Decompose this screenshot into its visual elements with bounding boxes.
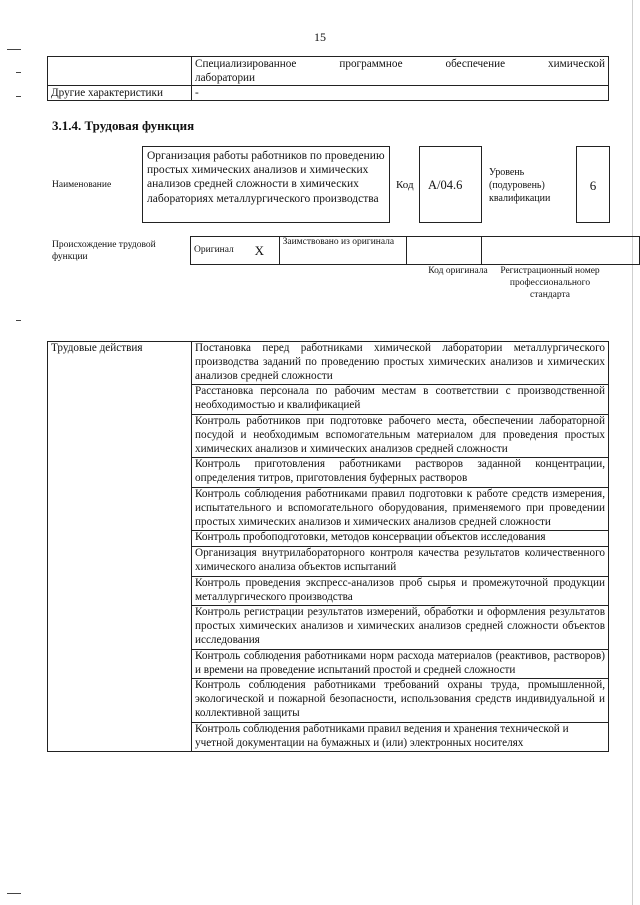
code-caption: Код оригинала: [428, 266, 488, 276]
software-line-1: Специализированное программное обеспечение химической: [195, 58, 605, 70]
function-code-box: А/04.6: [419, 146, 482, 223]
action-item: Контроль работников при подготовке рабочего места, обеспечении лабораторной посудой и необходимым вспомогательным материалом для проведения простых химических анализов и химических анализов средней сложности: [192, 414, 609, 457]
action-item: Контроль соблюдения работниками требований охраны труда, промышленной, экологической и пожарной безопасности, использования средств индивидуальной и коллективной защиты: [192, 679, 609, 722]
action-item: Постановка перед работниками химической лаборатории металлургического производства заданий по проведению простых химических анализов и химических анализов средней сложности: [192, 342, 609, 385]
code-label: Код: [396, 179, 414, 191]
action-item: Контроль соблюдения работниками норм расхода материалов (реактивов, растворов) и времени на проведение испытаний простой и средней сложности: [192, 649, 609, 679]
name-label: Наименование: [52, 180, 112, 190]
characteristics-table: [47, 56, 609, 101]
page-number: 15: [314, 30, 326, 44]
action-item: Расстановка персонала по рабочим местам в соответствии с производственной необходимостью и квалификацией: [192, 385, 609, 415]
original-code-cell: [406, 237, 481, 265]
reg-caption: Регистрационный номер профессионального стандарта: [500, 266, 600, 300]
margin-mark: [7, 49, 21, 50]
margin-mark: [16, 320, 21, 321]
table-cell-value: [192, 57, 609, 86]
action-item: Организация внутрилабораторного контроля качества результатов количественного химического анализа объектов испытаний: [192, 547, 609, 577]
action-item: Контроль пробоподготовки, методов консервации объектов исследования: [192, 531, 609, 547]
action-item: Контроль проведения экспресс-анализов проб сырья и промежуточной продукции металлургического производства: [192, 576, 609, 606]
borrowed-label: Заимствовано из оригинала: [279, 237, 406, 265]
other-characteristics-value: -: [192, 86, 609, 101]
scan-edge: [632, 0, 633, 905]
table-row: [48, 342, 609, 385]
table-row: [191, 237, 640, 265]
action-item: Контроль соблюдения работниками правил подготовки к работе средств измерения, испытательного и вспомогательного оборудования, применяемого при проведении простых химических анализов и химических анализов средней сложности: [192, 487, 609, 530]
reg-number-cell: [481, 237, 639, 265]
margin-mark: [16, 72, 21, 73]
labour-actions-table: [47, 341, 609, 752]
original-label: Оригинал: [191, 237, 252, 265]
table-cell-label: [48, 57, 192, 86]
level-box: 6: [576, 146, 610, 223]
margin-mark: [16, 96, 21, 97]
origin-label: Происхождение трудовой функции: [52, 240, 156, 262]
action-item: Контроль приготовления работниками растворов заданной концентрации, определения титров, приготовления буферных растворов: [192, 458, 609, 488]
section-title: 3.1.4. Трудовая функция: [52, 118, 195, 133]
table-row: [48, 57, 609, 86]
level-label: Уровень (подуровень) квалификации: [489, 167, 551, 204]
action-item: Контроль регистрации результатов измерений, обработки и оформления результатов простых химических анализов и химических анализов средней сложности объектов исследования: [192, 606, 609, 649]
software-line-2: лаборатории: [195, 72, 256, 84]
function-name-box: Организация работы работников по проведению простых химических анализов и химических анализов средней сложности в химических лабораториях металлургического производства: [142, 146, 390, 223]
other-characteristics-label: Другие характеристики: [48, 86, 192, 101]
labour-actions-label: Трудовые действия: [48, 342, 192, 752]
origin-table: [190, 236, 640, 265]
table-row: [48, 86, 609, 101]
margin-mark: [7, 893, 21, 894]
action-item: Контроль соблюдения работниками правил ведения и хранения технической и учетной документации на бумажных и (или) электронных носителях: [192, 722, 609, 752]
original-mark: X: [252, 237, 279, 265]
